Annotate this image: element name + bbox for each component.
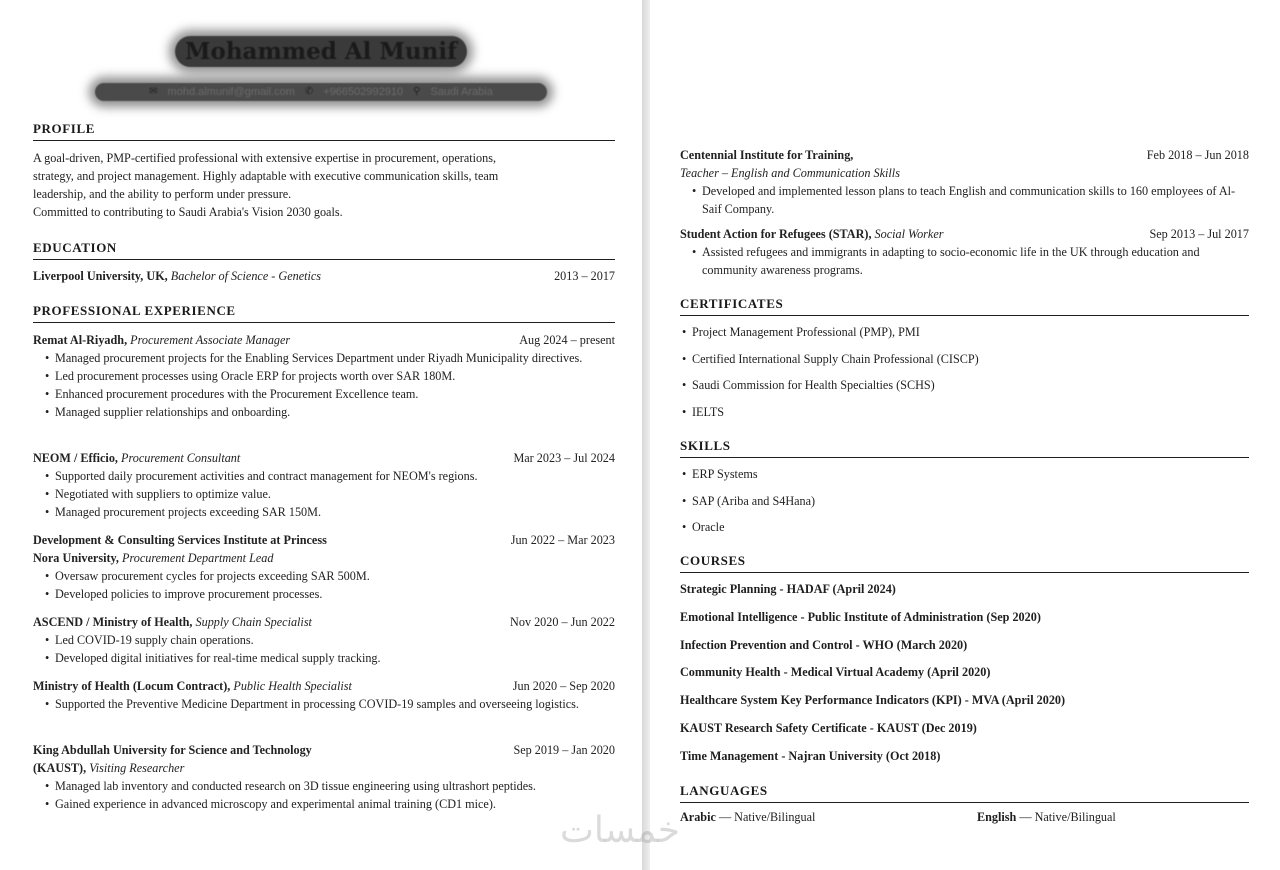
language-name: English	[977, 810, 1017, 824]
page-gutter	[642, 0, 650, 870]
language-level: — Native/Bilingual	[1019, 810, 1116, 824]
job-entry	[33, 531, 615, 603]
profile-section	[33, 121, 615, 221]
language-item	[977, 810, 1116, 825]
job-org: Remat Al-Riyadh,	[33, 333, 128, 347]
profile-line: Committed to contributing to Saudi Arabia's Vision 2030 goals.	[33, 205, 343, 219]
skill-item: • ERP Systems	[680, 461, 1249, 488]
course-item: Emotional Intelligence - Public Institute of Administration (Sep 2020)	[680, 609, 1041, 624]
course-item: Strategic Planning - HADAF (April 2024)	[680, 582, 896, 596]
job-role: Supply Chain Specialist	[195, 615, 312, 629]
section-title: COURSES	[680, 553, 1249, 573]
candidate-name: Mohammed Al Munif	[175, 36, 467, 67]
job-entry	[680, 146, 1249, 218]
job-date: Jun 2022 – Mar 2023	[510, 533, 615, 547]
section-title: PROFILE	[33, 121, 615, 141]
certificate-item: • Saudi Commission for Health Specialties (SCHS)	[680, 372, 1249, 399]
contact-bar	[95, 83, 547, 101]
job-bullet: • Supported the Preventive Medicine Department in processing COVID-19 samples and overseeing logistics.	[45, 695, 615, 713]
language-name: Arabic	[680, 810, 716, 824]
course-item: Community Health - Medical Virtual Academy (April 2020)	[680, 665, 991, 680]
profile-line: A goal-driven, PMP-certified professional with extensive expertise in procurement, operations,	[33, 151, 496, 165]
job-bullet: • Developed policies to improve procurement processes.	[45, 585, 615, 603]
certificate-item: • Project Management Professional (PMP), PMI	[680, 319, 1249, 346]
profile-text	[33, 149, 615, 221]
job-bullet: • Gained experience in advanced microscopy and experimental animal training (CD1 mice).	[45, 795, 615, 813]
job-bullet: • Oversaw procurement cycles for projects exceeding SAR 500M.	[45, 567, 615, 585]
certificates-section	[680, 296, 1249, 425]
job-date: Sep 2013 – Jul 2017	[1149, 227, 1249, 241]
job-org: Student Action for Refugees (STAR),	[680, 227, 872, 241]
profile-line: leadership, and the ability to perform under pressure.	[33, 187, 292, 201]
watermark-logo: خمسات	[560, 810, 681, 851]
education-section	[33, 240, 615, 260]
contact-email: mohd.almunif@gmail.com	[167, 85, 295, 98]
experience-section	[33, 303, 615, 323]
job-role: Procurement Consultant	[121, 451, 241, 465]
job-date: Feb 2018 – Jun 2018	[1146, 148, 1249, 162]
education-date: 2013 – 2017	[554, 269, 615, 283]
job-role: Procurement Department Lead	[122, 551, 274, 565]
job-bullet: • Managed procurement projects exceeding SAR 150M.	[45, 503, 615, 521]
job-bullet: • Assisted refugees and immigrants in adapting to socio-economic life in the UK through education and community awareness programs.	[692, 243, 1249, 279]
job-bullet: • Led procurement processes using Oracle ERP for projects worth over SAR 180M.	[45, 367, 615, 385]
job-org-continued: (KAUST),	[33, 761, 87, 775]
course-item: Time Management - Najran University (Oct 2018)	[680, 748, 941, 763]
job-org: King Abdullah University for Science and Technology	[33, 743, 312, 757]
job-entry	[33, 613, 615, 667]
job-bullet: • Managed lab inventory and conducted research on 3D tissue engineering using ultrashort peptides.	[45, 777, 615, 795]
section-title: SKILLS	[680, 438, 1249, 458]
education-entry	[33, 267, 615, 285]
course-item: KAUST Research Safety Certificate - KAUST (Dec 2019)	[680, 720, 977, 735]
job-entry	[680, 225, 1249, 279]
job-bullet: • Developed digital initiatives for real-time medical supply tracking.	[45, 649, 615, 667]
job-entry	[33, 331, 615, 421]
courses-section	[680, 553, 1249, 771]
job-org: NEOM / Efficio,	[33, 451, 118, 465]
job-bullet: • Enhanced procurement procedures with the Procurement Excellence team.	[45, 385, 615, 403]
job-role: Social Worker	[874, 227, 944, 241]
course-item: Infection Prevention and Control - WHO (March 2020)	[680, 637, 968, 652]
job-org: ASCEND / Ministry of Health,	[33, 615, 193, 629]
language-level: — Native/Bilingual	[718, 810, 816, 824]
languages-section	[680, 783, 1249, 803]
job-bullet: • Supported daily procurement activities and contract management for NEOM's regions.	[45, 467, 615, 485]
name-wrap	[0, 36, 642, 67]
envelope-icon: ✉	[149, 86, 158, 97]
job-bullet: • Negotiated with suppliers to optimize value.	[45, 485, 615, 503]
job-role: Public Health Specialist	[233, 679, 352, 693]
section-title: PROFESSIONAL EXPERIENCE	[33, 303, 615, 323]
phone-icon: ✆	[304, 86, 314, 97]
education-degree: Bachelor of Science - Genetics	[170, 269, 322, 283]
job-bullet: • Led COVID-19 supply chain operations.	[45, 631, 615, 649]
job-date: Sep 2019 – Jan 2020	[513, 743, 615, 757]
contact-location: Saudi Arabia	[430, 85, 493, 98]
education-org: Liverpool University, UK,	[33, 269, 168, 283]
job-org: Development & Consulting Services Institute at Princess	[33, 533, 327, 547]
job-date: Aug 2024 – present	[519, 333, 615, 347]
section-title: LANGUAGES	[680, 783, 1249, 803]
course-item: Healthcare System Key Performance Indicators (KPI) - MVA (April 2020)	[680, 693, 1066, 708]
location-pin-icon: ⚲	[413, 86, 421, 97]
job-org: Ministry of Health (Locum Contract),	[33, 679, 231, 693]
job-org-continued: Nora University,	[33, 551, 119, 565]
skills-section	[680, 438, 1249, 541]
job-bullet: • Managed procurement projects for the Enabling Services Department under Riyadh Municipality directives.	[45, 349, 615, 367]
language-item	[680, 810, 815, 825]
job-entry	[33, 449, 615, 521]
job-bullet: • Developed and implemented lesson plans to teach English and communication skills to 160 employees of Al-Saif Company.	[692, 182, 1249, 218]
job-date: Jun 2020 – Sep 2020	[512, 679, 615, 693]
job-entry	[33, 677, 615, 713]
certificate-item: • Certified International Supply Chain Professional (CISCP)	[680, 346, 1249, 373]
contact-wrap	[0, 79, 642, 101]
job-role: Visiting Researcher	[89, 761, 185, 775]
skill-item: • SAP (Ariba and S4Hana)	[680, 488, 1249, 515]
resume-page-right	[650, 0, 1280, 870]
section-title: CERTIFICATES	[680, 296, 1249, 316]
skill-item: • Oracle	[680, 514, 1249, 541]
job-role: Procurement Associate Manager	[130, 333, 291, 347]
job-org: Centennial Institute for Training,	[680, 148, 854, 162]
certificate-item: • IELTS	[680, 399, 1249, 426]
section-title: EDUCATION	[33, 240, 615, 260]
contact-phone: +966502992910	[323, 85, 404, 98]
job-role: Teacher – English and Communication Skills	[680, 166, 900, 180]
job-bullet: • Managed supplier relationships and onboarding.	[45, 403, 615, 421]
job-date: Mar 2023 – Jul 2024	[513, 451, 615, 465]
job-date: Nov 2020 – Jun 2022	[510, 615, 615, 629]
job-entry	[33, 741, 615, 813]
profile-line: strategy, and project management. Highly adaptable with executive communication skills, team	[33, 169, 499, 183]
